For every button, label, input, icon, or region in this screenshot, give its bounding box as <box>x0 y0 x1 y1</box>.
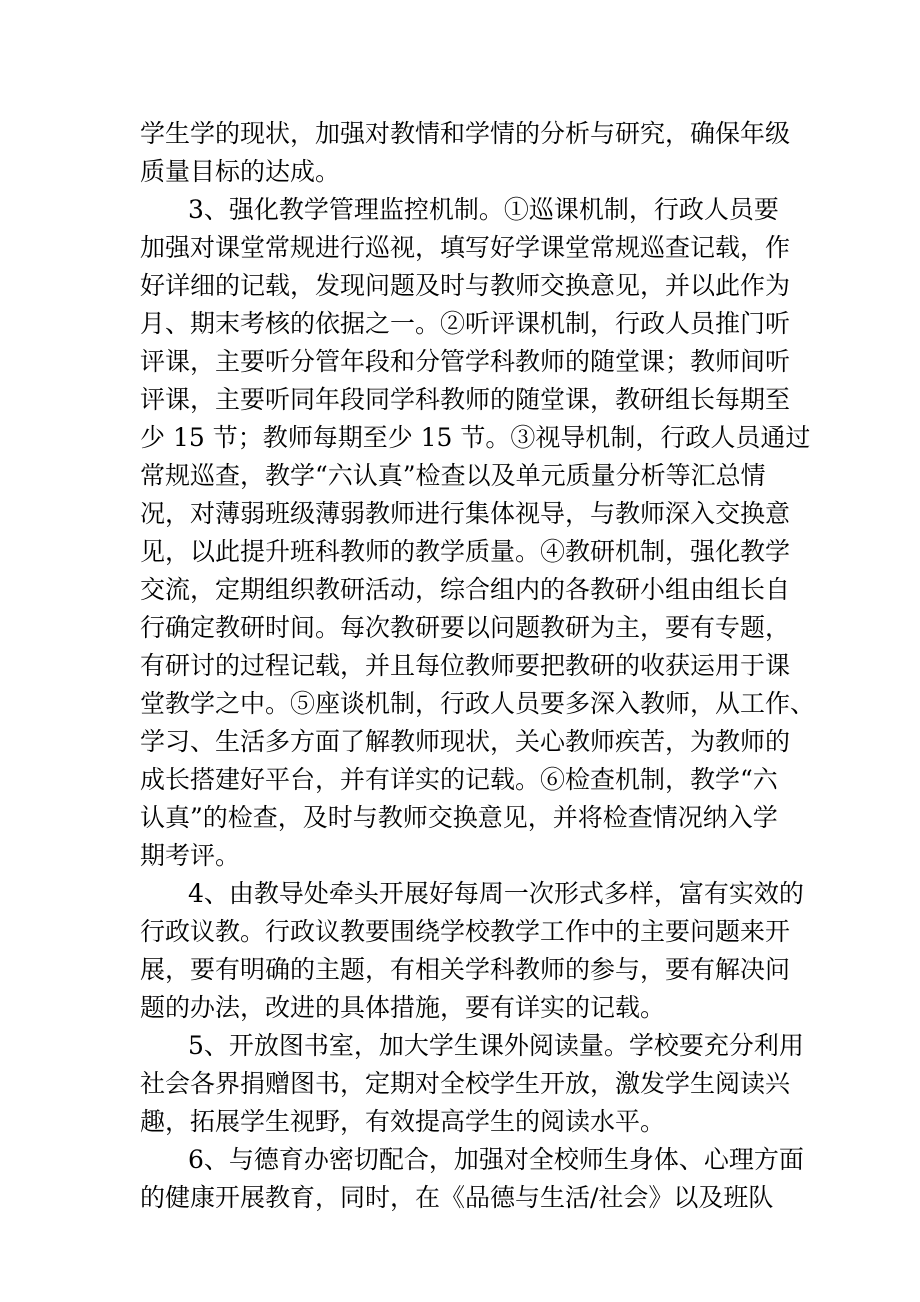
text-line: 况，对薄弱班级薄弱教师进行集体视导，与教师深入交换意 <box>140 499 791 528</box>
text-line: 见，以此提升班科教师的教学质量。④教研机制，强化教学 <box>140 537 791 566</box>
text-line: 常规巡查，教学“六认真”检查以及单元质量分析等汇总情 <box>140 461 766 490</box>
text-line: 6、与德育办密切配合，加强对全校师生身体、心理方面 <box>188 1145 804 1174</box>
text-line: 评课，主要听同年段同学科教师的随堂课，教研组长每期至 <box>140 385 791 414</box>
text-line: 成长搭建好平台，并有详实的记载。⑥检查机制，教学“六 <box>140 765 778 794</box>
text-line: 行政议教。行政议教要围绕学校教学工作中的主要问题来开 <box>140 917 791 946</box>
text-line: 质量目标的达成。 <box>140 157 341 186</box>
text-line: 学习、生活多方面了解教师现状，关心教师疾苦，为教师的 <box>140 727 791 756</box>
text-line: 3、强化教学管理监控机制。①巡课机制，行政人员要 <box>188 195 779 224</box>
text-line: 行确定教研时间。每次教研要以问题教研为主，要有专题， <box>140 613 791 642</box>
text-line: 认真”的检查，及时与教师交换意见，并将检查情况纳入学 <box>140 803 778 832</box>
text-line: 交流，定期组织教研活动，综合组内的各教研小组由组长自 <box>140 575 791 604</box>
text-line: 题的办法，改进的具体措施，要有详实的记载。 <box>140 993 666 1022</box>
text-line: 展，要有明确的主题，有相关学科教师的参与，要有解决问 <box>140 955 791 984</box>
text-line: 学生学的现状，加强对教情和学情的分析与研究，确保年级 <box>140 119 791 148</box>
text-line: 的健康开展教育，同时，在《品德与生活/社会》以及班队 <box>140 1183 774 1212</box>
text-line: 4、由教导处牵头开展好每周一次形式多样，富有实效的 <box>188 879 804 908</box>
text-line: 好详细的记载，发现问题及时与教师交换意见，并以此作为 <box>140 271 791 300</box>
text-line: 社会各界捐赠图书，定期对全校学生开放，激发学生阅读兴 <box>140 1069 791 1098</box>
text-line: 评课，主要听分管年段和分管学科教师的随堂课；教师间听 <box>140 347 791 376</box>
text-line: 加强对课堂常规进行巡视，填写好学课堂常规巡查记载，作 <box>140 233 791 262</box>
text-line: 堂教学之中。⑤座谈机制，行政人员要多深入教师，从工作、 <box>140 689 816 718</box>
text-line: 期考评。 <box>140 841 241 870</box>
text-line: 5、开放图书室，加大学生课外阅读量。学校要充分利用 <box>188 1031 804 1060</box>
text-line: 少 15 节；教师每期至少 15 节。③视导机制，行政人员通过 <box>140 423 811 452</box>
text-line: 趣，拓展学生视野，有效提高学生的阅读水平。 <box>140 1107 666 1136</box>
text-line: 月、期末考核的依据之一。②听评课机制，行政人员推门听 <box>140 309 791 338</box>
text-line: 有研讨的过程记载，并且每位教师要把教研的收获运用于课 <box>140 651 791 680</box>
